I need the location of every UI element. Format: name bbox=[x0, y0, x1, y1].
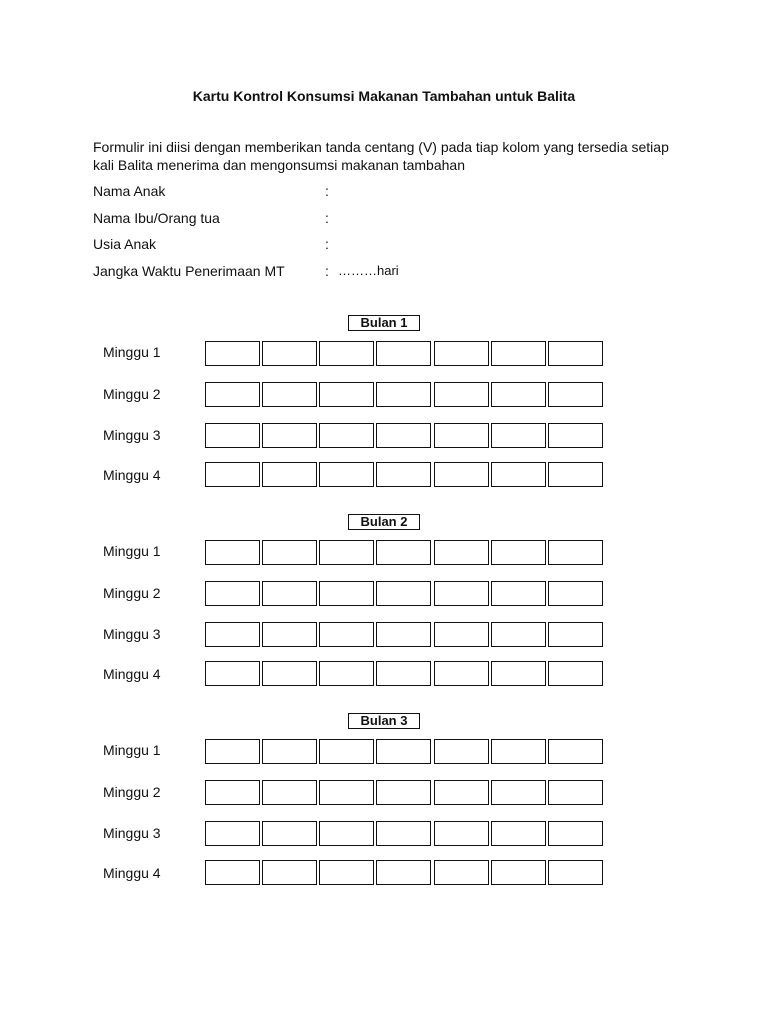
day-checkbox[interactable] bbox=[434, 860, 489, 885]
month-header-3: Bulan 3 bbox=[348, 713, 420, 729]
week-label: Minggu 3 bbox=[103, 626, 161, 642]
week-label: Minggu 4 bbox=[103, 467, 161, 483]
day-checkbox[interactable] bbox=[434, 739, 489, 764]
day-checkbox[interactable] bbox=[262, 780, 317, 805]
day-checkbox[interactable] bbox=[491, 661, 546, 686]
week-label: Minggu 2 bbox=[103, 386, 161, 402]
day-checkbox[interactable] bbox=[434, 780, 489, 805]
field-colon: : bbox=[325, 210, 329, 226]
day-checkbox[interactable] bbox=[262, 540, 317, 565]
day-checkbox[interactable] bbox=[205, 821, 260, 846]
day-checkbox[interactable] bbox=[491, 821, 546, 846]
day-checkbox[interactable] bbox=[319, 860, 374, 885]
field-label: Usia Anak bbox=[93, 236, 157, 252]
day-checkbox[interactable] bbox=[262, 661, 317, 686]
page-title: Kartu Kontrol Konsumsi Makanan Tambahan untuk Balita bbox=[192, 88, 576, 104]
day-checkbox[interactable] bbox=[262, 581, 317, 606]
day-checkbox[interactable] bbox=[319, 622, 374, 647]
field-child-name bbox=[93, 182, 693, 200]
day-checkbox[interactable] bbox=[205, 739, 260, 764]
day-checkbox[interactable] bbox=[376, 860, 431, 885]
day-checkbox[interactable] bbox=[491, 780, 546, 805]
day-checkbox[interactable] bbox=[319, 661, 374, 686]
day-checkbox[interactable] bbox=[548, 341, 603, 366]
week-label: Minggu 1 bbox=[103, 543, 161, 559]
day-checkbox[interactable] bbox=[376, 821, 431, 846]
day-checkbox[interactable] bbox=[548, 382, 603, 407]
day-checkbox[interactable] bbox=[262, 382, 317, 407]
week-label: Minggu 2 bbox=[103, 585, 161, 601]
day-checkbox[interactable] bbox=[319, 341, 374, 366]
day-checkbox[interactable] bbox=[376, 581, 431, 606]
day-checkbox[interactable] bbox=[434, 622, 489, 647]
day-checkbox[interactable] bbox=[491, 382, 546, 407]
day-checkbox[interactable] bbox=[262, 341, 317, 366]
day-checkbox[interactable] bbox=[262, 462, 317, 487]
day-checkbox[interactable] bbox=[262, 860, 317, 885]
day-checkbox[interactable] bbox=[491, 423, 546, 448]
field-value[interactable]: ………hari bbox=[338, 263, 399, 278]
day-checkbox[interactable] bbox=[205, 661, 260, 686]
day-checkbox[interactable] bbox=[262, 622, 317, 647]
day-checkbox[interactable] bbox=[548, 622, 603, 647]
field-colon: : bbox=[325, 263, 329, 279]
day-checkbox[interactable] bbox=[319, 382, 374, 407]
day-checkbox[interactable] bbox=[319, 423, 374, 448]
field-colon: : bbox=[325, 236, 329, 252]
day-checkbox[interactable] bbox=[376, 341, 431, 366]
day-checkbox[interactable] bbox=[491, 622, 546, 647]
week-label: Minggu 1 bbox=[103, 344, 161, 360]
day-checkbox[interactable] bbox=[548, 423, 603, 448]
month-header-1: Bulan 1 bbox=[348, 315, 420, 331]
day-checkbox[interactable] bbox=[319, 462, 374, 487]
day-checkbox[interactable] bbox=[319, 581, 374, 606]
day-checkbox[interactable] bbox=[491, 540, 546, 565]
day-checkbox[interactable] bbox=[548, 540, 603, 565]
field-colon: : bbox=[325, 183, 329, 199]
day-checkbox[interactable] bbox=[376, 382, 431, 407]
month-header-2: Bulan 2 bbox=[348, 514, 420, 530]
day-checkbox[interactable] bbox=[319, 540, 374, 565]
day-checkbox[interactable] bbox=[376, 780, 431, 805]
field-child-age bbox=[93, 235, 693, 253]
day-checkbox[interactable] bbox=[205, 780, 260, 805]
day-checkbox[interactable] bbox=[548, 821, 603, 846]
day-checkbox[interactable] bbox=[376, 540, 431, 565]
day-checkbox[interactable] bbox=[205, 860, 260, 885]
day-checkbox[interactable] bbox=[548, 739, 603, 764]
week-label: Minggu 3 bbox=[103, 825, 161, 841]
week-label: Minggu 4 bbox=[103, 865, 161, 881]
day-checkbox[interactable] bbox=[262, 821, 317, 846]
day-checkbox[interactable] bbox=[434, 462, 489, 487]
day-checkbox[interactable] bbox=[491, 341, 546, 366]
field-label: Nama Anak bbox=[93, 183, 166, 199]
week-label: Minggu 2 bbox=[103, 784, 161, 800]
day-checkbox[interactable] bbox=[434, 423, 489, 448]
day-checkbox[interactable] bbox=[205, 382, 260, 407]
day-checkbox[interactable] bbox=[205, 540, 260, 565]
day-checkbox[interactable] bbox=[262, 739, 317, 764]
week-label: Minggu 1 bbox=[103, 742, 161, 758]
day-checkbox[interactable] bbox=[205, 462, 260, 487]
day-checkbox[interactable] bbox=[548, 860, 603, 885]
day-checkbox[interactable] bbox=[319, 780, 374, 805]
day-checkbox[interactable] bbox=[319, 739, 374, 764]
day-checkbox[interactable] bbox=[548, 661, 603, 686]
day-checkbox[interactable] bbox=[205, 423, 260, 448]
day-checkbox[interactable] bbox=[376, 622, 431, 647]
day-checkbox[interactable] bbox=[376, 462, 431, 487]
day-checkbox[interactable] bbox=[491, 581, 546, 606]
day-checkbox[interactable] bbox=[205, 622, 260, 647]
day-checkbox[interactable] bbox=[376, 661, 431, 686]
day-checkbox[interactable] bbox=[548, 462, 603, 487]
day-checkbox[interactable] bbox=[376, 739, 431, 764]
field-receipt-period bbox=[93, 262, 693, 280]
day-checkbox[interactable] bbox=[205, 581, 260, 606]
day-checkbox[interactable] bbox=[491, 739, 546, 764]
day-checkbox[interactable] bbox=[434, 821, 489, 846]
week-label: Minggu 3 bbox=[103, 427, 161, 443]
field-parent-name bbox=[93, 209, 693, 227]
day-checkbox[interactable] bbox=[205, 341, 260, 366]
week-label: Minggu 4 bbox=[103, 666, 161, 682]
day-checkbox[interactable] bbox=[376, 423, 431, 448]
instructions-paragraph: Formulir ini diisi dengan memberikan tanda centang (V) pada tiap kolom yang tersedia setiap kali Balita menerima dan mengonsumsi makanan tambahan bbox=[93, 139, 669, 173]
day-checkbox[interactable] bbox=[491, 860, 546, 885]
day-checkbox[interactable] bbox=[434, 382, 489, 407]
day-checkbox[interactable] bbox=[434, 341, 489, 366]
day-checkbox[interactable] bbox=[319, 821, 374, 846]
field-label: Jangka Waktu Penerimaan MT bbox=[93, 263, 285, 279]
day-checkbox[interactable] bbox=[491, 462, 546, 487]
day-checkbox[interactable] bbox=[434, 540, 489, 565]
day-checkbox[interactable] bbox=[434, 661, 489, 686]
field-label: Nama Ibu/Orang tua bbox=[93, 210, 220, 226]
day-checkbox[interactable] bbox=[548, 581, 603, 606]
day-checkbox[interactable] bbox=[548, 780, 603, 805]
day-checkbox[interactable] bbox=[262, 423, 317, 448]
day-checkbox[interactable] bbox=[434, 581, 489, 606]
